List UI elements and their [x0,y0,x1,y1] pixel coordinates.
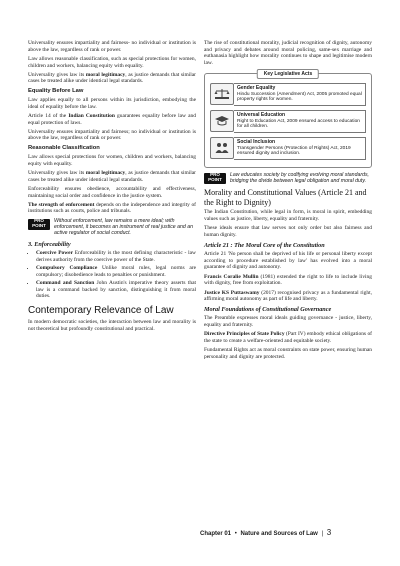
paragraph: Fundamental Rights act as moral constraints on state power, ensuring human personality and dignity are protected. [204,347,372,360]
paragraph: Justice KS Puttaswamy (2017) recognised privacy as a fundamental right, affirming moral autonomy as part of life and liberty. [204,289,372,303]
paragraph: These ideals ensure that law serves not only order but also fairness and human dignity. [204,225,372,238]
act-body: Social Inclusion Transgender Persons (Protection of Rights) Act, 2019 ensured dignity and inclusion. [234,137,366,160]
paragraph: The strength of enforcement depends on the independence and integrity of institutions such as courts, police and tribunals. [28,201,196,215]
gender-equality-icon [210,83,234,105]
paragraph: The Indian Constitution, while legal in form, is moral in spirit, embedding values such as justice, liberty, equality and fraternity. [204,209,372,223]
paragraph: Law allows reasonable classification, such as special protections for women, children and workers, balancing equity with equality. [28,55,196,69]
heading-morality-constitutional-values: Morality and Constitutional Values (Article 21 and the Right to Dignity) [204,188,367,207]
pro-point-callout [28,218,196,237]
enforceability-list [28,250,196,300]
chapter-title: Nature and Sources of Law [240,531,318,537]
pro-point-text: Without enforcement, law remains a mere ideal; with enforcement, it becomes an instrument of real justice and an active regulator of social conduct. [54,217,193,237]
act-item [210,83,366,106]
act-body: Gender Equality Hindu Succession (Amendment) Act, 2005 promoted equal property rights for women. [234,83,366,106]
heading-contemporary-relevance: Contemporary Relevance of Law [28,304,174,316]
paragraph: Enforceability ensures obedience, accountability and effectiveness, maintaining social order and confidence in the justice system. [28,185,196,199]
paragraph: The Preamble expresses moral ideals guiding governance - justice, liberty, equality and fraternity. [204,315,372,329]
paragraph: Universality ensures impartiality and fairness; no individual or institution is above the law, regardless of rank or power. [28,128,196,142]
paragraph: Universality ensures impartiality and fairness- no individual or institution is above the law, regardless of rank or power. [28,40,196,53]
acts-box-title: Key Legislative Acts [257,69,319,79]
page-number: 3 [326,528,332,537]
heading-article-21: Article 21 : The Moral Core of the Constitution [204,241,325,249]
paragraph: In modern democratic societies, the interaction between law and morality is not theoretical but profoundly constitutional and practical. [28,319,196,333]
divider: | [321,531,324,537]
list-item: • Coercive Power Enforceability is the most defining characteristic - law derives authority from the coercive power of the State. [36,250,196,263]
inclusion-icon [210,137,234,159]
act-item [210,137,366,160]
paragraph: Universality gives law its moral legitimacy, as justice demands that similar cases be treated alike under identical legal standards. [28,170,196,183]
paragraph: Law applies equally to all persons within its jurisdiction, embodying the ideal of equality before the law. [28,97,196,110]
act-body: Universal Education Right to Education Act, 2009 ensured access to education for all children. [234,110,366,133]
list-item: • Compulsory Compliance Unlike moral rules, legal norms are compulsory; disobedience leads to penalties or punishment. [36,265,196,278]
left-column [28,40,196,335]
page-footer [200,528,331,537]
paragraph: The rise of constitutional morality, judicial recognition of dignity, autonomy and privacy and debates around moral policing, same-sex marriage and euthanasia highlight how morality continues to shape and legitimise modern law. [204,40,372,66]
pro-point-text: Law educates society by codifying evolving moral standards, bridging the divide between legal obligation and moral duty. [230,171,369,184]
paragraph: Law allows special protections for women, children and workers, balancing equity with equality. [28,154,196,167]
chapter-label: Chapter 01 [200,531,232,537]
heading-enforceability: 3. Enforceability [28,240,71,248]
pro-point-callout [204,172,372,185]
paragraph: Universality gives law its moral legitimacy, as justice demands that similar cases be treated alike under identical legal standards. [28,71,196,85]
heading-reasonable-classification: Reasonable Classification [28,145,100,152]
act-item [210,110,366,133]
heading-equality-before-law: Equality Before Law [28,88,84,95]
bullet-separator: • [234,531,237,537]
right-column [204,40,372,363]
paragraph: Article 21 'No person shall be deprived of his life or personal liberty except according to procedure established by law' has evolved into a moral guarantee of dignity and autonomy. [204,251,372,271]
paragraph: Francis Coralie Mullin (1981) extended the right to life to include living with dignity, free from exploitation. [204,273,372,287]
heading-moral-foundations: Moral Foundations of Constitutional Governance [204,305,332,313]
list-item: • Command and Sanction John Austin's imperative theory asserts that law is a command backed by sanction, distinguishing it from moral duties. [36,280,196,300]
pro-point-badge: PRO POINT [204,173,226,184]
education-icon [210,110,234,132]
paragraph: Directive Principles of State Policy (Part IV) embody ethical obligations of the state to create a welfare-oriented and equitable society. [204,331,372,344]
pro-point-badge: PRO POINT [28,219,50,230]
paragraph: Article 14 of the Indian Constitution guarantees equality before law and equal protection of laws. [28,112,196,126]
key-legislative-acts-box [204,70,372,168]
